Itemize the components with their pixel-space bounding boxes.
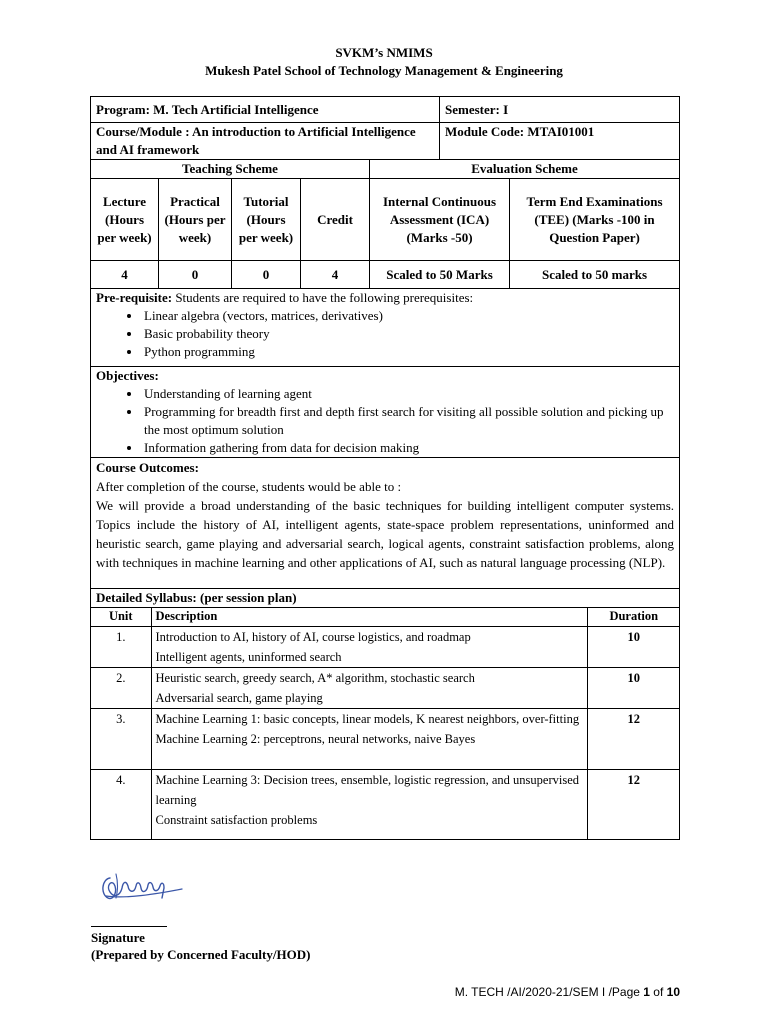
practical-value: 0 — [159, 261, 232, 289]
syllabus-unit: 3. — [91, 708, 151, 769]
module-code-cell: Module Code: MTAI01001 — [440, 123, 680, 160]
syllabus-duration-header: Duration — [587, 608, 680, 626]
prerequisite-item: • Python programming — [142, 343, 674, 361]
syllabus-line: Heuristic search, greedy search, A* algorithm, stochastic search — [155, 670, 475, 685]
lecture-value: 4 — [91, 261, 159, 289]
objective-item: • Understanding of learning agent — [142, 385, 674, 403]
syllabus-line: Machine Learning 3: Decision trees, ensemble, logistic regression, and unsupervised learning — [155, 772, 579, 807]
tutorial-value: 0 — [232, 261, 301, 289]
syllabus-row — [91, 626, 680, 667]
syllabus-line: Adversarial search, game playing — [155, 690, 323, 705]
semester-cell: Semester: I — [440, 97, 680, 123]
syllabus-description-header: Description — [151, 608, 587, 626]
outcomes-intro: After completion of the course, students would be able to : — [96, 479, 402, 494]
prerequisite-label: Pre-requisite: — [96, 290, 173, 305]
page-footer — [455, 985, 680, 999]
prerequisite-text: Students are required to have the following prerequisites: — [172, 290, 474, 305]
syllabus-line: Intelligent agents, uninformed search — [155, 649, 342, 664]
syllabus-line: Machine Learning 2: perceptrons, neural networks, naive Bayes — [155, 731, 476, 746]
prerequisite-item: • Basic probability theory — [142, 325, 674, 343]
outcomes-section — [91, 458, 680, 589]
teaching-scheme-label: Teaching Scheme — [91, 160, 370, 179]
syllabus-line: Constraint satisfaction problems — [155, 812, 318, 827]
prepared-by-label: (Prepared by Concerned Faculty/HOD) — [91, 947, 311, 962]
course-cell: Course/Module : An introduction to Artificial Intelligence and AI framework — [91, 123, 440, 160]
institution-name: SVKM’s NMIMS — [335, 45, 433, 60]
footer-of: of — [649, 985, 667, 999]
syllabus-label: Detailed Syllabus: (per session plan) — [91, 589, 680, 608]
credit-header: Credit — [301, 179, 370, 261]
syllabus-row — [91, 769, 680, 839]
signature-label: Signature — [91, 930, 145, 945]
syllabus-duration: 10 — [587, 626, 680, 667]
objectives-label: Objectives: — [96, 368, 159, 383]
objectives-section — [91, 367, 680, 458]
syllabus-row — [91, 708, 680, 769]
ica-value: Scaled to 50 Marks — [370, 261, 510, 289]
outcomes-text: We will provide a broad understanding of the basic techniques for building intelligent computer systems. Topics include the history of AI, intelligent agents, state-space problem representations, uninformed and heuristic search, game playing and adversarial search, logical agents, constraint satisfaction problems, along with techniques in machine learning and other applications of AI, such as natural language processing (NLP). — [96, 498, 675, 570]
signature-line — [91, 926, 167, 927]
tee-value: Scaled to 50 marks — [510, 261, 680, 289]
syllabus-unit: 1. — [91, 626, 151, 667]
syllabus-unit-header: Unit — [91, 608, 151, 626]
syllabus-line: Machine Learning 1: basic concepts, linear models, K nearest neighbors, over-fitting — [155, 711, 580, 726]
page-number: 1 — [643, 985, 650, 999]
syllabus-duration: 10 — [587, 667, 680, 708]
syllabus-container — [91, 608, 680, 840]
syllabus-table — [91, 608, 680, 839]
objective-item: • Information gathering from data for decision making — [142, 439, 674, 457]
tutorial-header: Tutorial (Hours per week) — [232, 179, 301, 261]
practical-header: Practical (Hours per week) — [159, 179, 232, 261]
syllabus-line: Introduction to AI, history of AI, course logistics, and roadmap — [155, 629, 471, 644]
syllabus-description — [151, 626, 587, 667]
syllabus-row — [91, 667, 680, 708]
signature-scribble — [96, 868, 188, 908]
syllabus-duration: 12 — [587, 708, 680, 769]
syllabus-duration: 12 — [587, 769, 680, 839]
objective-item: • Programming for breadth first and depth first search for visiting all possible solution and picking up the most optimum solution — [142, 403, 674, 439]
syllabus-unit: 4. — [91, 769, 151, 839]
prerequisite-item: • Linear algebra (vectors, matrices, derivatives) — [142, 307, 674, 325]
syllabus-description — [151, 769, 587, 839]
evaluation-scheme-label: Evaluation Scheme — [370, 160, 680, 179]
prerequisite-section — [91, 289, 680, 367]
syllabus-unit: 2. — [91, 667, 151, 708]
program-cell: Program: M. Tech Artificial Intelligence — [91, 97, 440, 123]
syllabus-description — [151, 667, 587, 708]
ica-header: Internal Continuous Assessment (ICA) (Marks -50) — [370, 179, 510, 261]
footer-prefix: M. TECH /AI/2020-21/SEM I /Page — [454, 985, 644, 999]
syllabus-description — [151, 708, 587, 769]
school-name: Mukesh Patel School of Technology Management & Engineering — [205, 63, 563, 78]
tee-header: Term End Examinations (TEE) (Marks -100 in Question Paper) — [510, 179, 680, 261]
credit-value: 4 — [301, 261, 370, 289]
outcomes-label: Course Outcomes: — [96, 460, 199, 475]
lecture-header: Lecture (Hours per week) — [91, 179, 159, 261]
course-table — [90, 96, 680, 840]
page-total: 10 — [666, 985, 680, 999]
